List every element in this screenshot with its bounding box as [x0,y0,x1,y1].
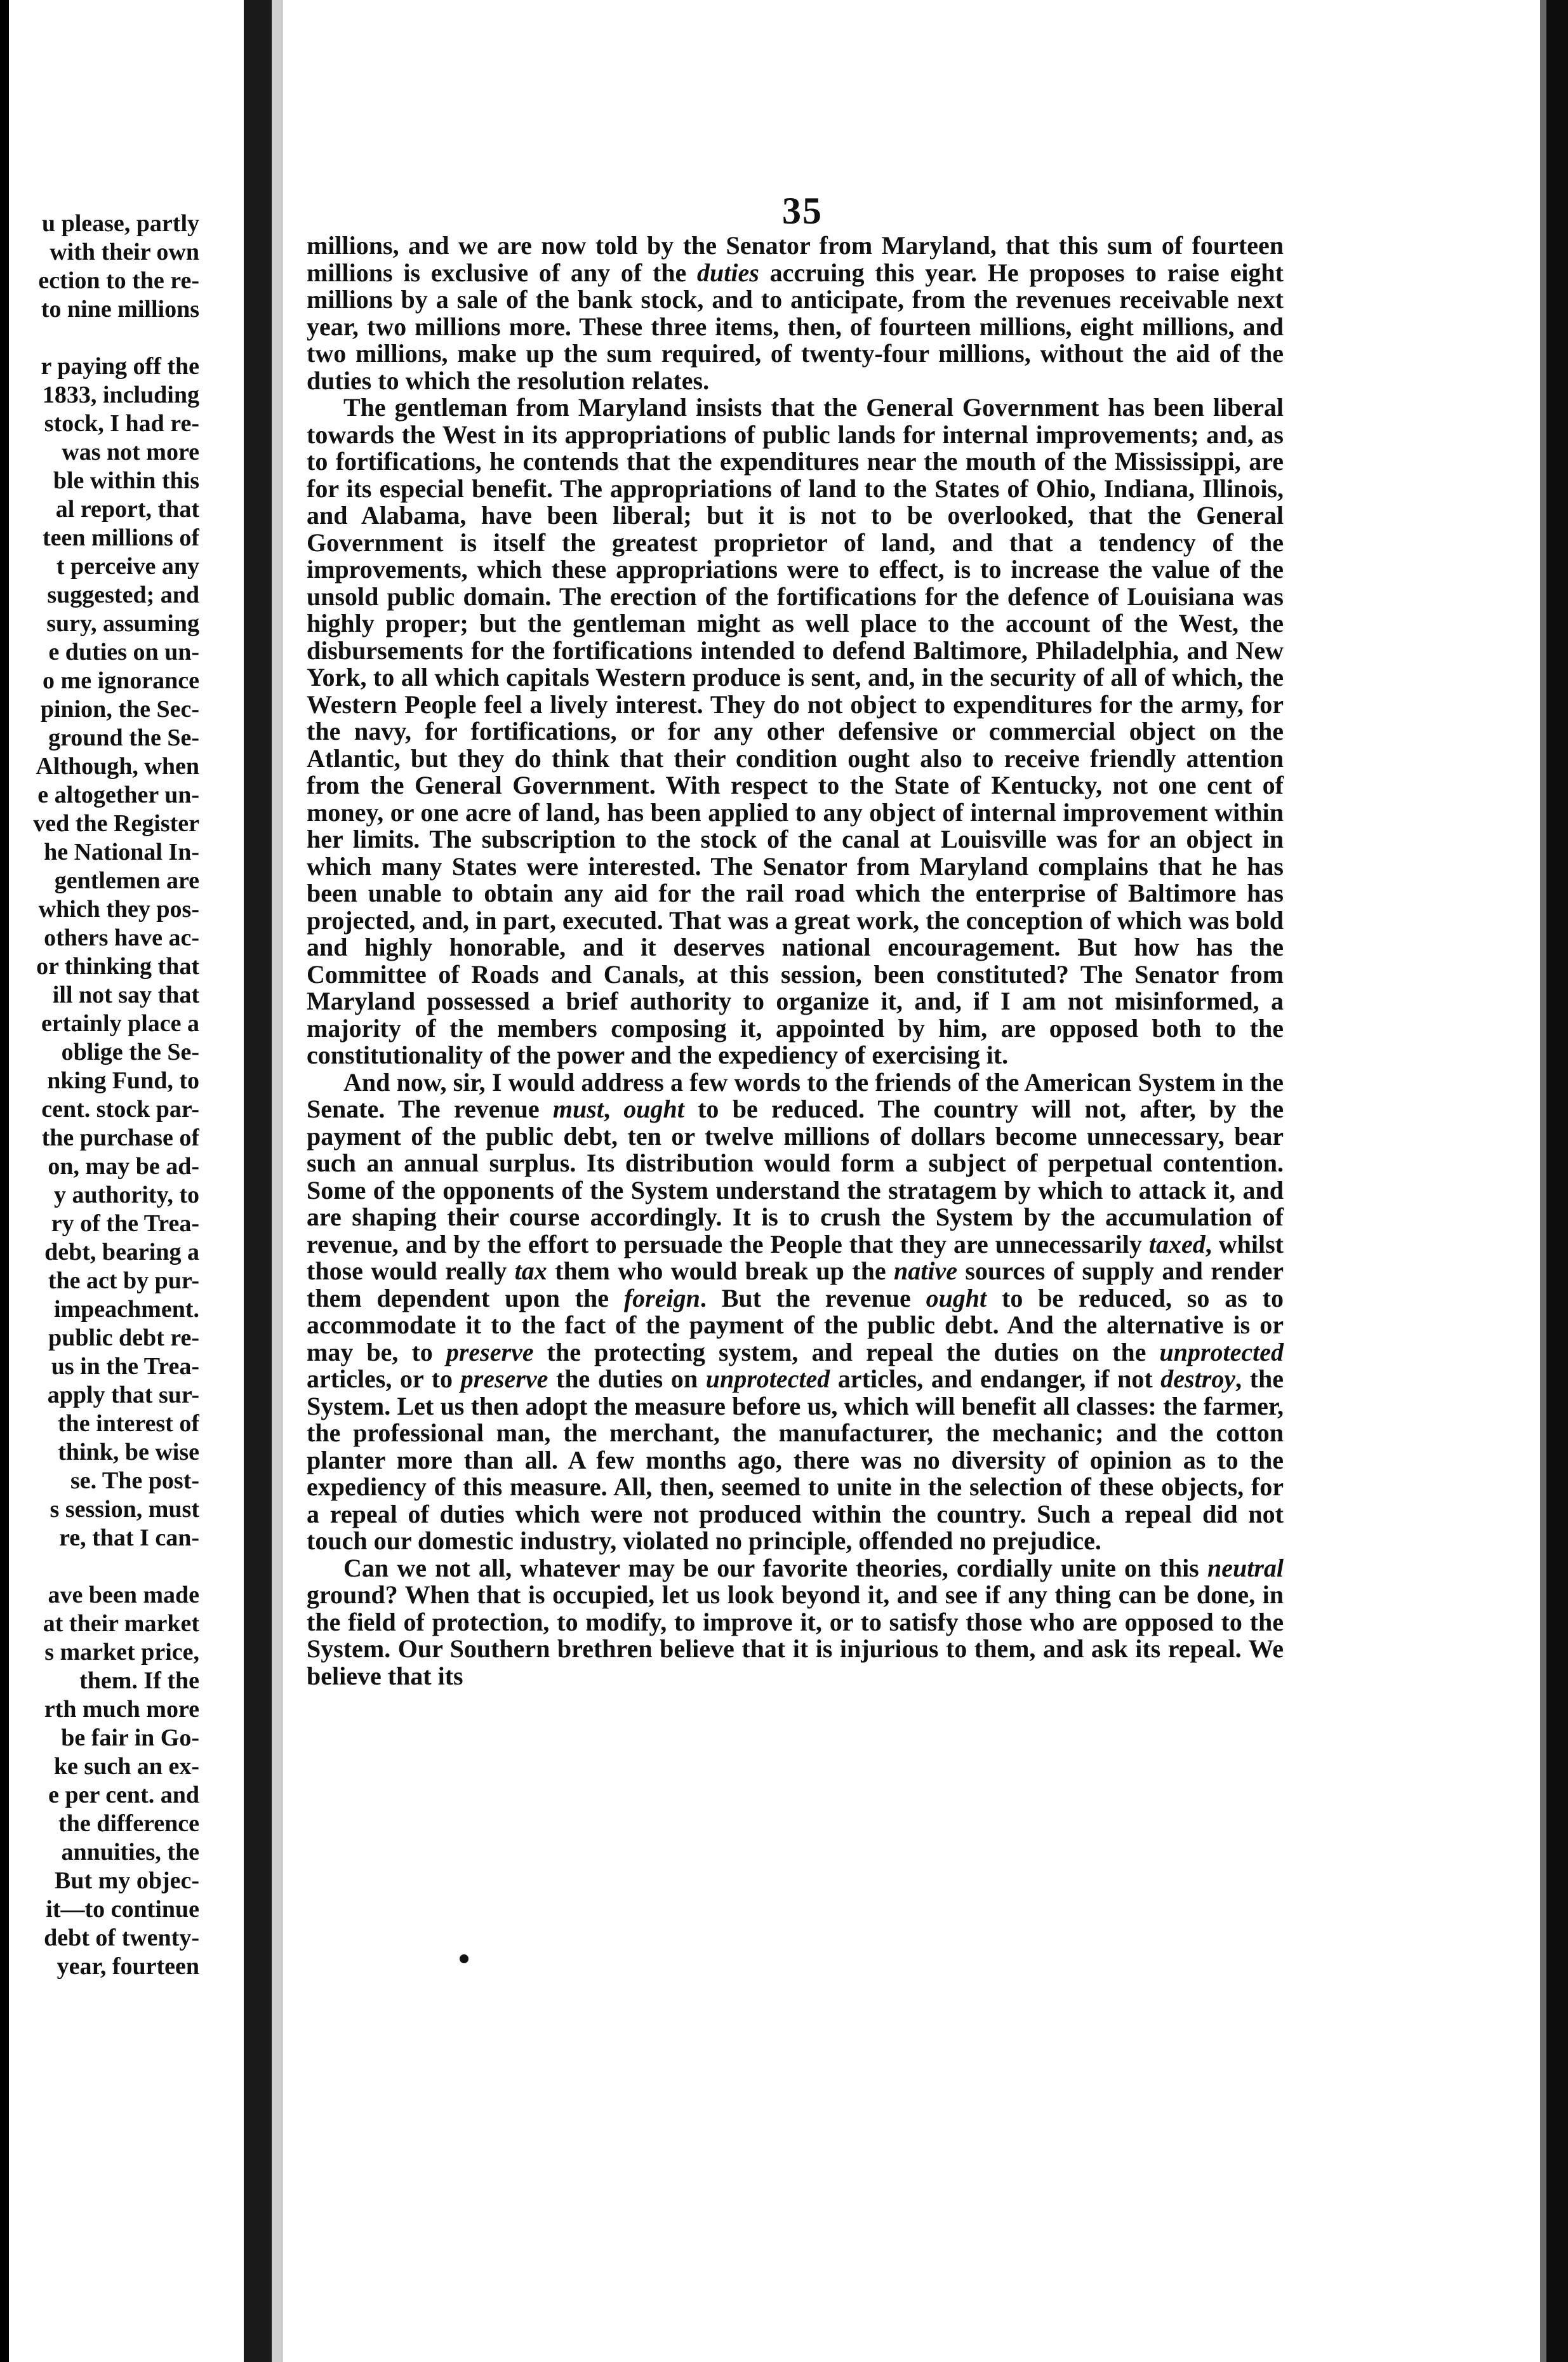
fragment-line: teen millions of [43,524,199,551]
fragment-line: cent. stock par- [41,1096,199,1123]
fragment-line: ground the Se- [48,724,199,751]
fragment-line: re, that I can- [59,1525,199,1551]
fragment-line: or thinking that [36,953,199,980]
fragment-line: the act by pur- [48,1267,199,1294]
fragment-line: the interest of [57,1410,199,1437]
fragment-line: debt, bearing a [44,1239,199,1265]
scan-border-left [0,0,9,2362]
fragment-line: apply that sur- [47,1382,199,1408]
paragraph-3: And now, sir, I would address a few words to the friends of the American System in the Senate. The revenue must, ought to be reduced. The country will not, after, by the payment of the public debt, ten or twelve millions of dollars become unnecessary, bear such an annual surplus. Its distribution would form a subject of perpetual contention. Some of the opponents of the System understand the stratagem by which to attack it, and are shaping their course accordingly. It is to crush the System by the accumulation of revenue, and by the effort to persuade the People that they are unnecessarily taxed, whilst those would really tax them who would break up the native sources of supply and render them dependent upon the foreign. But the revenue ought to be reduced, so as to accommodate it to the fact of the payment of the public debt. And the alternative is or may be, to preserve the protecting system, and repeal the duties on the unprotected articles, or to preserve the duties on unprotected articles, and endanger, if not destroy, the System. Let us then adopt the measure before us, which will benefit all classes: the farmer, the professional man, the merchant, the manufacturer, the mechanic; and the cotton planter more than all. A few months ago, there was no diversity of opinion as to the expediency of this measure. All, then, seemed to unite in the selection of these objects, for a repeal of duties which were not produced within the country. Such a repeal did not touch our domestic industry, violated no principle, offended no prejudice. [307,1067,1284,1555]
fragment-line: e duties on un- [48,639,199,665]
fragment-line: gentlemen are [54,867,199,894]
fragment-line: debt of twenty- [44,1925,199,1951]
fragment-line: e per cent. and [48,1782,199,1808]
fragment-line: with their own [50,239,199,265]
scan-border-right-inner [1540,0,1546,2362]
page-fold-shadow [244,0,272,2362]
fragment-line: ave been made [48,1582,199,1608]
fragment-line: pinion, the Sec- [40,696,199,723]
fragment-line: sury, assuming [46,610,199,637]
fragment-line [9,1552,199,1581]
fragment-line: which they pos- [38,896,199,923]
fragment-line: it—to continue [46,1896,199,1923]
fragment-line: the purchase of [41,1124,199,1151]
fragment-line: s market price, [44,1639,199,1665]
fragment-line: But my objec- [55,1867,199,1894]
fragment-line: ved the Register [33,810,199,837]
fragment-line: others have ac- [44,924,199,951]
fragment-line: the difference [58,1810,199,1837]
fragment-line: oblige the Se- [61,1039,199,1065]
page-number: 35 [782,190,823,232]
fragment-line: ry of the Trea- [51,1210,199,1237]
fragment-line: nking Fund, to [47,1067,199,1094]
fragment-line: ertainly place a [41,1010,199,1037]
page-gutter [272,0,283,2362]
fragment-line: on, may be ad- [48,1153,199,1180]
fragment-line: he National In- [44,839,199,865]
fragment-line: annuities, the [61,1839,199,1865]
fragment-line: year, fourteen [56,1953,199,1980]
fragment-line: ection to the re- [38,267,199,294]
fragment-line: u please, partly [41,210,199,237]
fragment-line: s session, must [50,1496,199,1523]
scan-border-right [1546,0,1568,2362]
fragment-line: was not more [62,439,199,465]
fragment-line: se. The post- [70,1467,199,1494]
fragment-line: o me ignorance [43,667,199,694]
fragment-line: impeachment. [53,1296,199,1323]
fragment-line: y authority, to [53,1182,199,1208]
fragment-line: suggested; and [47,582,199,608]
fragment-line: ill not say that [52,982,199,1008]
paragraph-2: The gentleman from Maryland insists that the General Government has been liberal towards the West in its appropriations of public lands for internal improvements; and, as to fortifications, he contends that the expenditures near the mouth of the Mississippi, are for its especial benefit. The appropriations of land to the States of Ohio, Indiana, Illinois, and Alabama, have been liberal; but it is not to be overlooked, that the General Government is itself the greatest proprietor of land, and that a tendency of the improvements, which these appropriations were to effect, is to increase the value of the unsold public domain. The erection of the fortifications for the defence of Louisiana was highly proper; but the gentleman might as well place to the account of the West, the disbursements for the fortifications intended to defend Baltimore, Philadelphia, and New York, to all which capitals Western produce is sent, and, in the security of all of which, the Western People feel a lively interest. They do not object to expenditures for the army, for the navy, for fortifications, or for any other defensive or commercial object on the Atlantic, but they do think that their condition ought also to receive friendly attention from the General Government. With respect to the State of Kentucky, not one cent of money, or one acre of land, has been applied to any object of internal improvement within her limits. The subscription to the stock of the canal at Louisville was for an object in which many States were interested. The Senator from Maryland complains that he has been unable to obtain any aid for the rail road which the enterprise of Baltimore has projected, and, in part, executed. That was a great work, the conception of which was bold and highly honorable, and it deserves national encouragement. But how has the Committee of Roads and Canals, at this session, been constituted? The Senator from Maryland possessed a brief authority to organize it, and, if I am not misinformed, a majority of the members composing it, appointed by him, are opposed both to the constitutionality of the power and the expediency of exercising it. [307,393,1284,1069]
fragment-line: t perceive any [56,553,199,580]
body-text [307,232,1284,1690]
fragment-line: stock, I had re- [44,410,199,437]
fragment-line: ble within this [53,467,199,494]
fragment-line: al report, that [55,496,199,523]
fragment-line: at their market [43,1610,199,1637]
fragment-line: e altogether un- [37,782,199,808]
fragment-line: them. If the [79,1667,199,1694]
fragment-line: 1833, including [42,382,199,408]
fragment-line: public debt re- [48,1324,199,1351]
fragment-line: rth much more [44,1696,199,1723]
paragraph-4: Can we not all, whatever may be our favorite theories, cordially unite on this neutral ground? When that is occupied, let us look beyond it, and see if any thing can be done, in the field of protection, to modify, to improve it, or to satisfy those who are opposed to the System. Our Southern brethren believe that it is injurious to them, and ask its repeal. We believe that its [307,1553,1284,1690]
fragment-line [9,324,199,352]
fragment-line: r paying off the [41,353,199,380]
ink-speck [460,1954,468,1963]
fragment-line: to nine millions [41,296,199,323]
fragment-line: us in the Trea- [51,1353,199,1380]
paragraph-1: millions, and we are now told by the Senator from Maryland, that this sum of fourteen millions is exclusive of any of the duties accruing this year. He proposes to raise eight millions by a sale of the bank stock, and to anticipate, from the revenues receivable next year, two millions more. These three items, then, of fourteen millions, eight millions, and two millions, make up the sum required, of twenty-four millions, without the aid of the duties to which the resolution relates. [307,231,1284,395]
fragment-line: be fair in Go- [61,1725,199,1751]
previous-page-fragment [9,210,199,1981]
fragment-line: think, be wise [58,1439,199,1465]
fragment-line: Although, when [36,753,199,780]
fragment-line: ke such an ex- [53,1753,199,1780]
